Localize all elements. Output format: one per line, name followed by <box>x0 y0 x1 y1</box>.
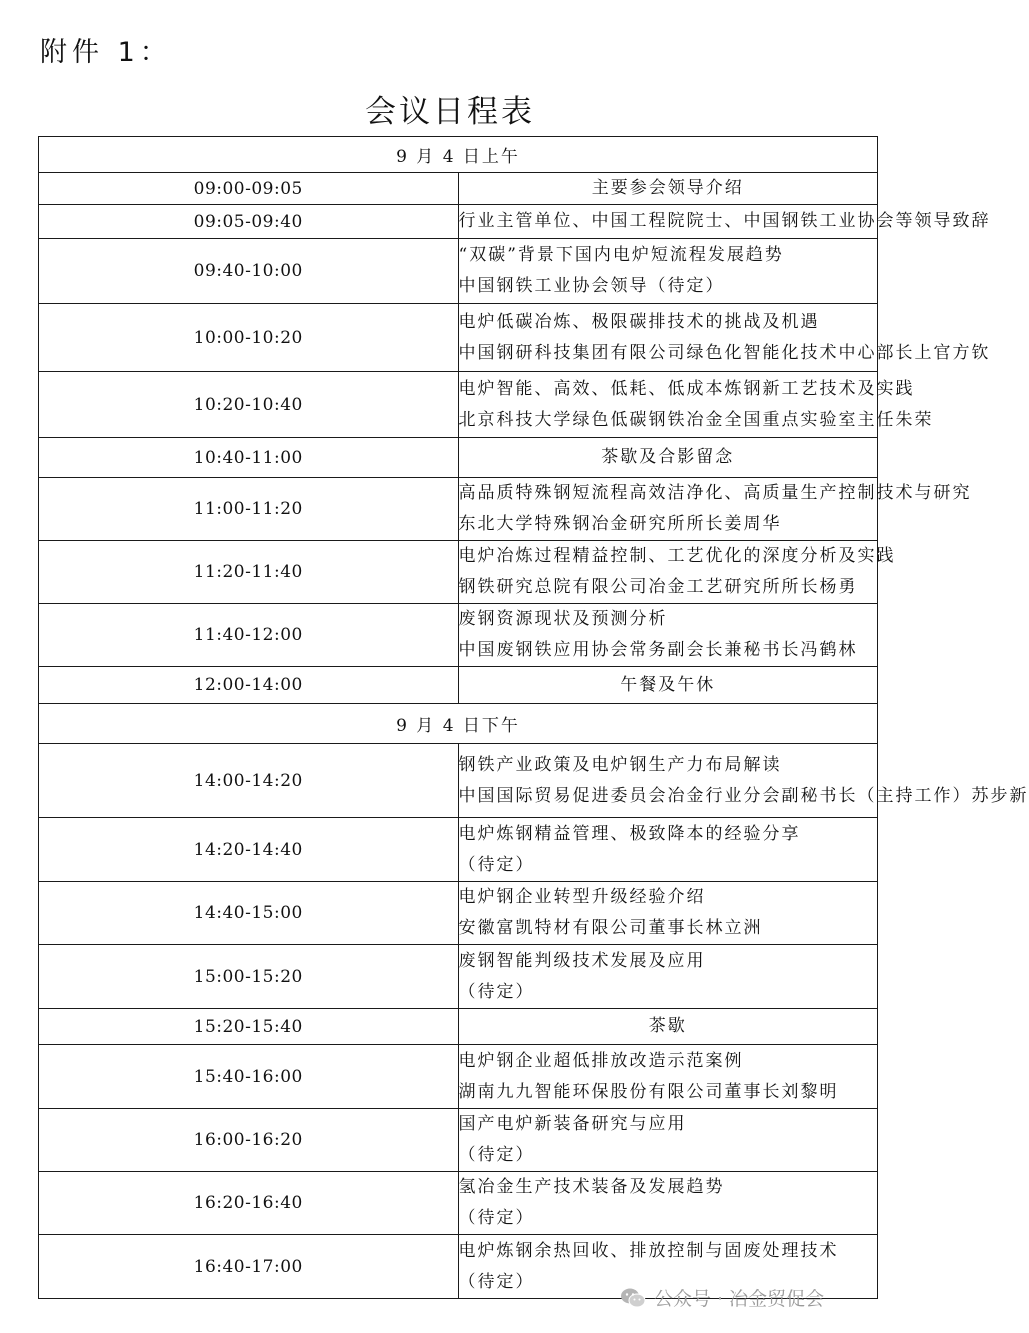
session-speaker: 钢铁研究总院有限公司冶金工艺研究所所长杨勇 <box>458 577 858 597</box>
schedule-row <box>39 604 878 667</box>
schedule-row <box>39 744 878 818</box>
time-slot: 15:20-15:40 <box>39 1009 459 1045</box>
session-topic: 行业主管单位、中国工程院院士、中国钢铁工业协会等领导致辞 <box>458 211 991 231</box>
session-topic: 废钢资源现状及预测分析 <box>458 609 668 629</box>
session-content <box>458 541 896 604</box>
schedule-row <box>39 1172 878 1235</box>
session-topic: 茶歇及合影留念 <box>601 447 735 467</box>
session-speaker: 中国废钢铁应用协会常务副会长兼秘书长冯鹤林 <box>458 640 858 660</box>
schedule-row <box>39 239 878 304</box>
session-topic: 电炉冶炼过程精益控制、工艺优化的深度分析及实践 <box>458 546 896 566</box>
session-topic: 茶歇 <box>648 1016 687 1036</box>
session-speaker: 中国钢研科技集团有限公司绿色化智能化技术中心部长上官方钦 <box>458 342 991 363</box>
session-content <box>458 205 991 239</box>
schedule-row <box>39 1009 878 1045</box>
session-content <box>458 1045 878 1109</box>
section-date: 9 月 4 日下午 <box>39 704 878 744</box>
session-content <box>458 818 878 882</box>
schedule-row <box>39 1109 878 1172</box>
time-slot: 09:40-10:00 <box>39 239 459 304</box>
session-content <box>458 173 878 205</box>
time-slot: 11:20-11:40 <box>39 541 459 604</box>
session-speaker: 湖南九九智能环保股份有限公司董事长刘黎明 <box>458 1081 839 1102</box>
session-speaker: （待定） <box>458 981 535 1002</box>
time-slot: 14:20-14:40 <box>39 818 459 882</box>
watermark-text: 公众号 · 冶金贸促会 <box>654 1288 825 1310</box>
session-topic: 钢铁产业政策及电炉钢生产力布局解读 <box>458 754 782 775</box>
page-title: 会议日程表 <box>365 94 535 130</box>
time-slot: 14:00-14:20 <box>39 744 459 818</box>
session-content <box>458 239 878 304</box>
session-speaker: 中国钢铁工业协会领导（待定） <box>458 276 725 296</box>
session-topic: 午餐及午休 <box>620 674 716 695</box>
session-content <box>458 604 878 667</box>
schedule-row <box>39 372 878 438</box>
session-content <box>458 438 878 478</box>
time-slot: 16:20-16:40 <box>39 1172 459 1235</box>
session-content <box>458 882 878 945</box>
time-slot: 10:20-10:40 <box>39 372 459 438</box>
session-topic: 国产电炉新装备研究与应用 <box>458 1114 687 1134</box>
section-date: 9 月 4 日上午 <box>39 137 878 173</box>
session-speaker: 东北大学特殊钢冶金研究所所长姜周华 <box>458 514 782 534</box>
time-slot: 09:05-09:40 <box>39 205 459 239</box>
schedule-row <box>39 173 878 205</box>
session-speaker: （待定） <box>458 1271 535 1292</box>
schedule-row <box>39 1045 878 1109</box>
schedule-row <box>39 304 878 372</box>
schedule-table <box>38 136 1029 1299</box>
schedule-row <box>39 478 878 541</box>
section-header-row <box>39 704 878 744</box>
time-slot: 10:40-11:00 <box>39 438 459 478</box>
session-topic: “双碳”背景下国内电炉短流程发展趋势 <box>458 245 784 265</box>
session-speaker: 北京科技大学绿色低碳钢铁冶金全国重点实验室主任朱荣 <box>458 409 934 430</box>
session-content <box>458 478 972 541</box>
session-topic: 主要参会领导介绍 <box>591 178 744 198</box>
watermark <box>620 1284 824 1311</box>
time-slot: 16:40-17:00 <box>39 1235 459 1299</box>
session-topic: 高品质特殊钢短流程高效洁净化、高质量生产控制技术与研究 <box>458 483 972 503</box>
session-topic: 废钢智能判级技术发展及应用 <box>458 950 706 971</box>
schedule-row <box>39 945 878 1009</box>
time-slot: 10:00-10:20 <box>39 304 459 372</box>
session-content <box>458 372 934 438</box>
time-slot: 15:40-16:00 <box>39 1045 459 1109</box>
session-content <box>458 1009 878 1045</box>
session-topic: 电炉钢企业转型升级经验介绍 <box>458 887 706 907</box>
session-topic: 电炉钢企业超低排放改造示范案例 <box>458 1050 744 1071</box>
schedule-row <box>39 882 878 945</box>
session-content <box>458 304 991 372</box>
schedule-row <box>39 541 878 604</box>
session-speaker: （待定） <box>458 854 535 875</box>
time-slot: 15:00-15:20 <box>39 945 459 1009</box>
session-content <box>458 1109 878 1172</box>
session-topic: 电炉炼钢余热回收、排放控制与固废处理技术 <box>458 1240 839 1261</box>
schedule-row <box>39 667 878 704</box>
time-slot: 12:00-14:00 <box>39 667 459 704</box>
attachment-label: 附件 1： <box>40 37 172 68</box>
session-content <box>458 667 878 704</box>
wechat-icon <box>620 1287 646 1309</box>
time-slot: 14:40-15:00 <box>39 882 459 945</box>
schedule-row <box>39 438 878 478</box>
session-topic: 电炉智能、高效、低耗、低成本炼钢新工艺技术及实践 <box>458 378 915 399</box>
session-topic: 电炉炼钢精益管理、极致降本的经验分享 <box>458 823 801 844</box>
time-slot: 16:00-16:20 <box>39 1109 459 1172</box>
session-content <box>458 945 878 1009</box>
session-content <box>458 1172 878 1235</box>
schedule-row <box>39 205 878 239</box>
session-topic: 电炉低碳冶炼、极限碳排技术的挑战及机遇 <box>458 311 820 332</box>
session-topic: 氢冶金生产技术装备及发展趋势 <box>458 1177 725 1197</box>
session-content <box>458 744 1029 818</box>
section-header-row <box>39 137 878 173</box>
session-speaker: （待定） <box>458 1208 535 1228</box>
time-slot: 11:00-11:20 <box>39 478 459 541</box>
session-speaker: （待定） <box>458 1145 535 1165</box>
schedule-row <box>39 818 878 882</box>
session-speaker: 中国国际贸易促进委员会冶金行业分会副秘书长（主持工作）苏步新 <box>458 785 1029 806</box>
time-slot: 11:40-12:00 <box>39 604 459 667</box>
session-speaker: 安徽富凯特材有限公司董事长林立洲 <box>458 918 763 938</box>
time-slot: 09:00-09:05 <box>39 173 459 205</box>
